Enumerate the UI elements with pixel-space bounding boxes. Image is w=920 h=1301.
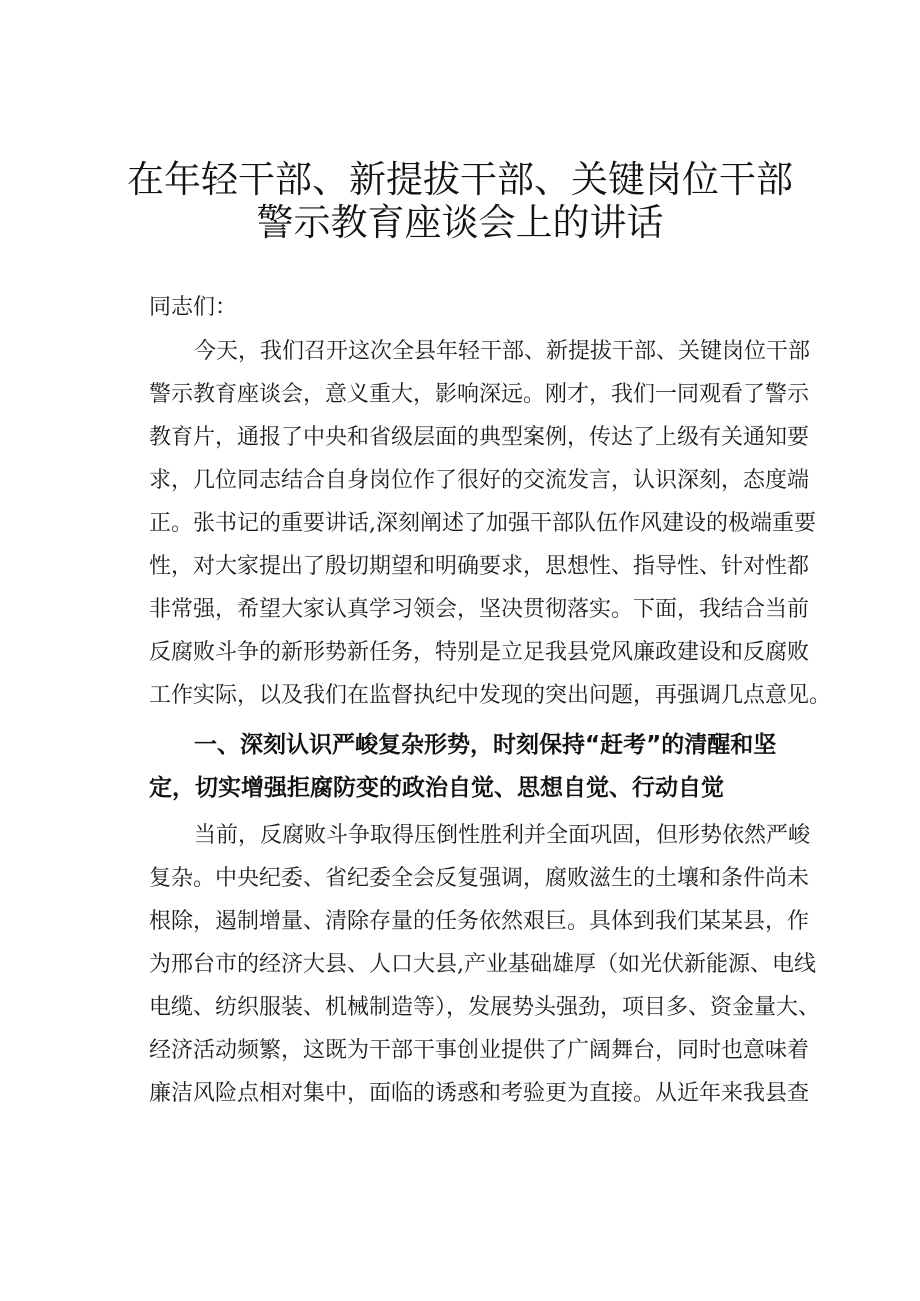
paragraph-1-line-5: 正。张书记的重要讲话,深刻阐述了加强干部队伍作风建设的极端重要 (149, 511, 816, 536)
paragraph-1-line-3: 教育片，通报了中央和省级层面的典型案例，传达了上级有关通知要 (149, 425, 810, 450)
paragraph-1-line-8: 反腐败斗争的新形势新任务，特别是立足我县党风廉政建设和反腐败 (149, 640, 810, 665)
paragraph-1-line-6: 性，对大家提出了殷切期望和明确要求，思想性、指导性、针对性都 (149, 554, 810, 579)
paragraph-2-line-7: 廉洁风险点相对集中，面临的诱惑和考验更为直接。从近年来我县查 (149, 1081, 810, 1106)
section-heading-1-line-2: 定，切实增强拒腐防变的政治自觉、思想自觉、行动自觉 (149, 775, 724, 801)
paragraph-2-line-6: 经济活动频繁，这既为干部干事创业提供了广阔舞台，同时也意味着 (149, 1038, 810, 1063)
section-heading-1-line-1: 一、深刻认识严峻复杂形势，时刻保持“赶考”的清醒和坚 (194, 732, 777, 758)
document-title-line-2: 警示教育座谈会上的讲话 (256, 201, 664, 244)
document-title-line-1: 在年轻干部、新提拔干部、关键岗位干部 (127, 158, 793, 201)
paragraph-1-line-2: 警示教育座谈会，意义重大，影响深远。刚才，我们一同观看了警示 (149, 382, 810, 407)
paragraph-1-line-4: 求，几位同志结合自身岗位作了很好的交流发言，认识深刻，态度端 (149, 468, 810, 493)
paragraph-1-line-7: 非常强，希望大家认真学习领会，坚决贯彻落实。下面，我结合当前 (149, 597, 810, 622)
paragraph-2-line-2: 复杂。中央纪委、省纪委全会反复强调，腐败滋生的土壤和条件尚未 (149, 866, 810, 891)
paragraph-2-line-5: 电缆、纺织服装、机械制造等），发展势头强劲，项目多、资金量大、 (149, 995, 821, 1020)
paragraph-2-line-3: 根除，遏制增量、清除存量的任务依然艰巨。具体到我们某某县，作 (149, 909, 810, 934)
paragraph-2-line-1: 当前，反腐败斗争取得压倒性胜利并全面巩固，但形势依然严峻 (194, 823, 811, 848)
paragraph-1-line-1: 今天，我们召开这次全县年轻干部、新提拔干部、关键岗位干部 (194, 339, 811, 364)
salutation: 同志们： (149, 295, 238, 320)
paragraph-2-line-4: 为邢台市的经济大县、人口大县,产业基础雄厚（如光伏新能源、电线 (149, 952, 816, 977)
paragraph-1-line-9: 工作实际，以及我们在监督执纪中发现的突出问题，再强调几点意见。 (149, 683, 832, 708)
